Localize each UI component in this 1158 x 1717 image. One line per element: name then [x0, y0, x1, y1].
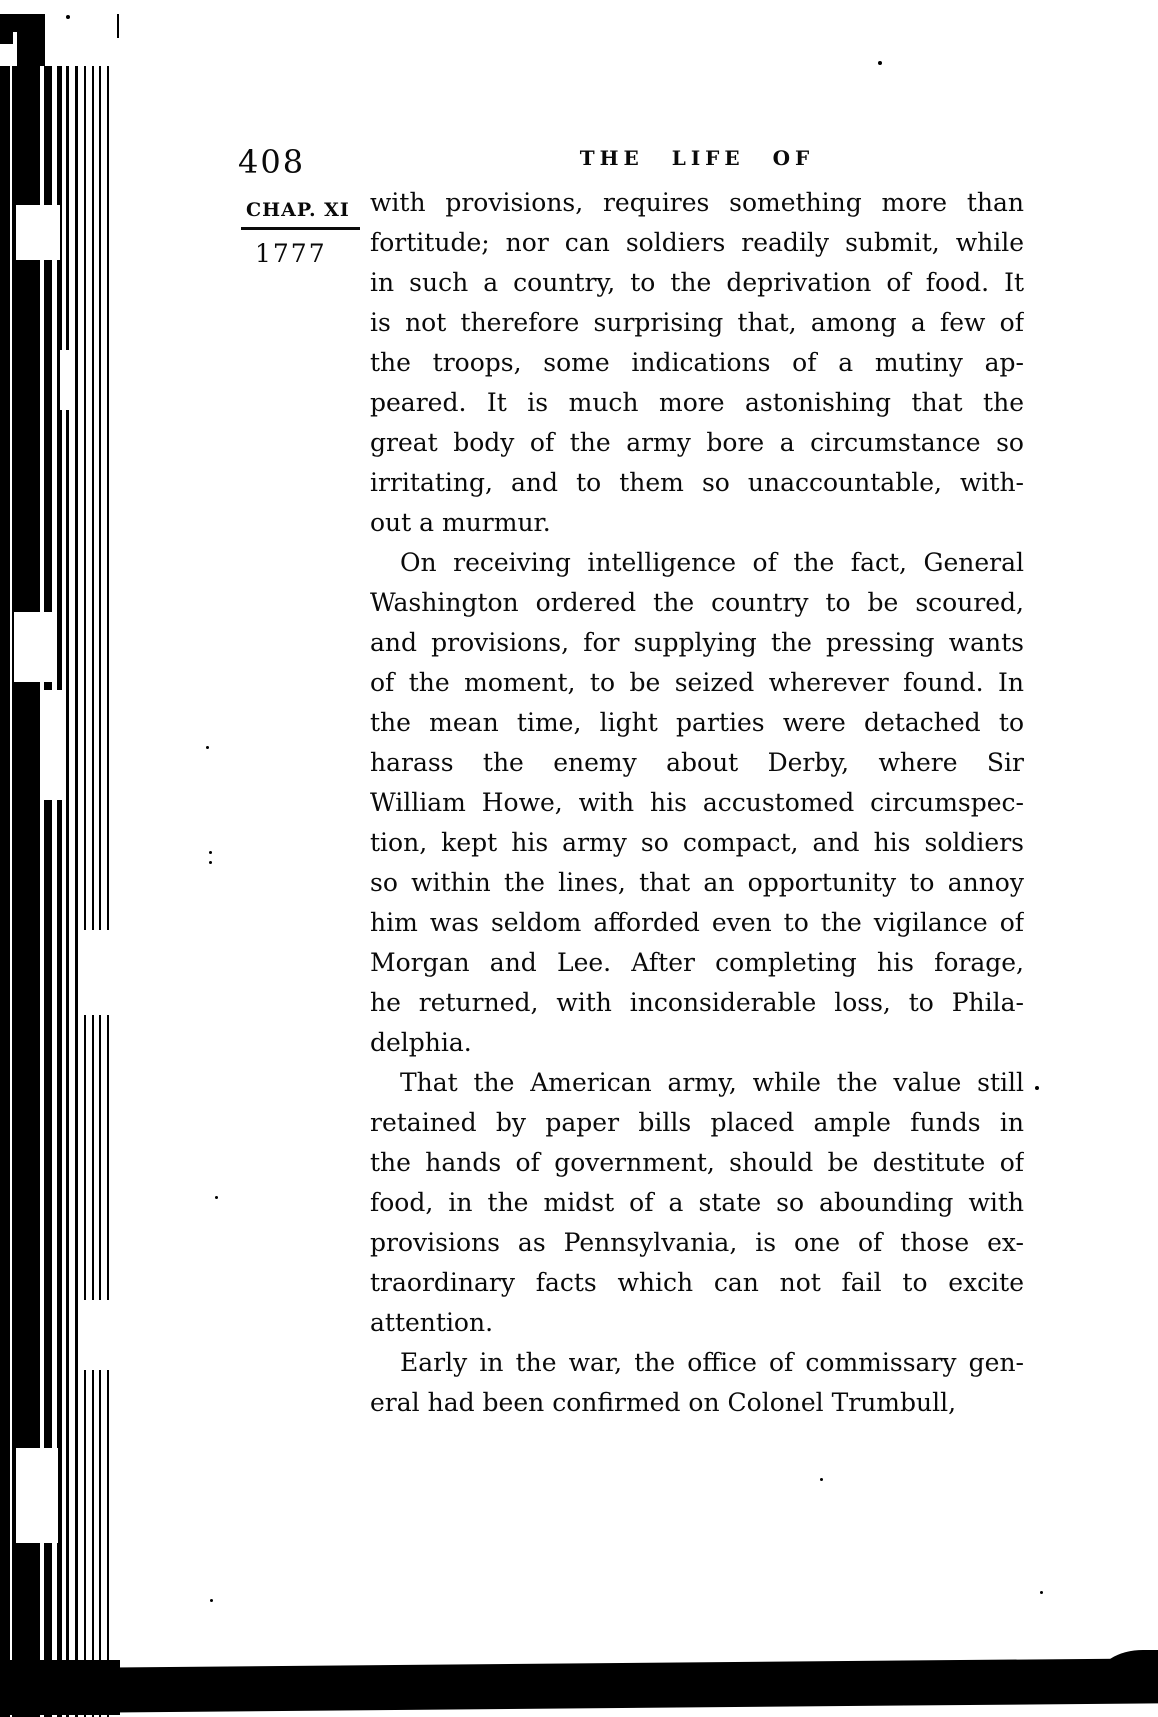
scan-speck [206, 746, 209, 749]
text-line: tion, kept his army so compact, and his soldiers [370, 828, 1024, 857]
text-line: with provisions, requires something more than [370, 188, 1024, 217]
scan-speck [66, 15, 70, 19]
paragraph [370, 1343, 1024, 1423]
text-line: the troops, some indications of a mutiny ap- [370, 348, 1024, 377]
text-line: food, in the midst of a state so abounding with [370, 1188, 1024, 1217]
text-line: Washington ordered the country to be scoured, [370, 588, 1024, 617]
text-line: so within the lines, that an opportunity to annoy [370, 868, 1024, 897]
text-line: That the American army, while the value still [400, 1068, 1024, 1097]
scan-speck [209, 861, 212, 864]
text-line: of the moment, to be seized wherever found. In [370, 668, 1024, 697]
text-line: is not therefore surprising that, among a few of [370, 308, 1024, 337]
text-line: peared. It is much more astonishing that the [370, 388, 1024, 417]
text-line: attention. [370, 1308, 494, 1337]
text-line: retained by paper bills placed ample funds in [370, 1108, 1024, 1137]
scan-speck [215, 1196, 218, 1199]
text-line: he returned, with inconsiderable loss, to Phila- [370, 988, 1024, 1017]
scan-speck [1035, 1086, 1039, 1090]
chapter-rule [241, 227, 360, 230]
scan-artifact-gap [16, 1448, 58, 1543]
text-line: great body of the army bore a circumstance so [370, 428, 1024, 457]
text-line: delphia. [370, 1028, 472, 1057]
body-text [370, 183, 1024, 1423]
text-line: provisions as Pennsylvania, is one of those ex- [370, 1228, 1024, 1257]
page-number: 408 [238, 143, 306, 181]
scan-speck [878, 61, 882, 65]
text-line: in such a country, to the deprivation of food. It [370, 268, 1024, 297]
text-line: William Howe, with his accustomed circumspec- [370, 788, 1024, 817]
text-line: the mean time, light parties were detached to [370, 708, 1024, 737]
text-line: fortitude; nor can soldiers readily submit, while [370, 228, 1024, 257]
scan-artifact-bottom-band [1098, 1650, 1158, 1690]
text-line: On receiving intelligence of the fact, General [400, 548, 1024, 577]
text-line: Early in the war, the office of commissary gen- [400, 1348, 1024, 1377]
scan-speck [820, 1478, 823, 1481]
text-line: the hands of government, should be destitute of [370, 1148, 1024, 1177]
scan-artifact-gap [84, 1300, 112, 1370]
text-line: irritating, and to them so unaccountable, with- [370, 468, 1024, 497]
scan-artifact-top-left-corner [0, 14, 13, 44]
chapter-note: CHAP. XI [246, 199, 350, 221]
text-line: out a murmur. [370, 508, 551, 537]
scan-speck [1040, 1591, 1043, 1594]
scan-artifact-gap [16, 205, 60, 260]
text-line: him was seldom afforded even to the vigilance of [370, 908, 1024, 937]
scan-artifact-bottom-band [0, 1660, 120, 1715]
paragraph [370, 183, 1024, 543]
scan-artifact-gap [78, 930, 112, 1015]
scan-artifact-gap [14, 612, 54, 682]
scan-artifact-bottom-band [50, 1658, 1158, 1713]
running-header: THE LIFE OF [579, 146, 815, 170]
scan-artifact-top-left-corner [17, 14, 45, 66]
scan-speck [209, 851, 212, 854]
text-line: traordinary facts which can not fail to excite [370, 1268, 1024, 1297]
scan-artifact-gap [60, 350, 74, 410]
scan-speck [210, 1599, 213, 1602]
text-line: eral had been confirmed on Colonel Trumbull, [370, 1388, 957, 1417]
text-line: harass the enemy about Derby, where Sir [370, 748, 1024, 777]
year-note: 1777 [255, 239, 327, 268]
paragraph [370, 543, 1024, 1063]
scan-artifact-gap [44, 690, 66, 800]
text-line: Morgan and Lee. After completing his forage, [370, 948, 1024, 977]
scan-artifact-top-left-corner [117, 14, 119, 38]
text-line: and provisions, for supplying the pressing wants [370, 628, 1024, 657]
paragraph [370, 1063, 1024, 1343]
